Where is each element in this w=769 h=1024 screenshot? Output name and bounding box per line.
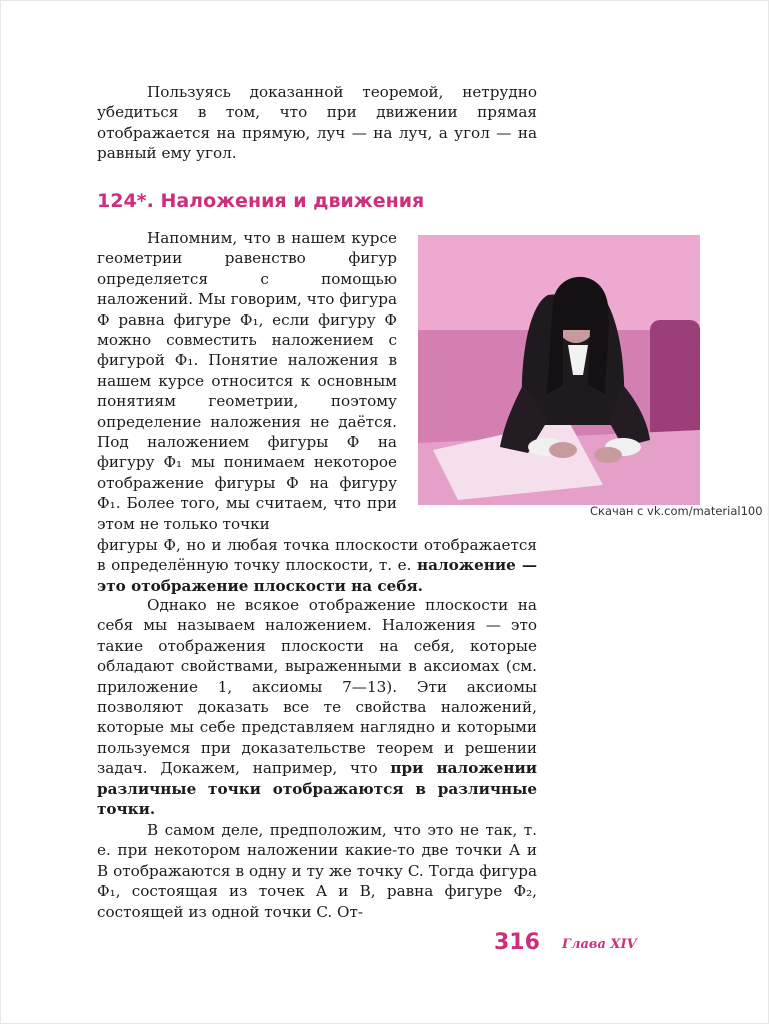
statement-bold: при наложении различные точки отображаются в различные точки. <box>97 759 537 819</box>
student-photo <box>418 235 700 505</box>
paragraph-continued-text: фигуры Ф, но и любая точка плоскости отображается в определённую точку плоскости, т. е. <box>97 536 537 575</box>
paragraph-axioms-text: Однако не всякое отображение плоскости на себя мы называем наложением. Наложения — это такие отображения плоскости на себя, которые обладают свойствами, выраженными в аксиомах (см. приложение 1, аксиомы 7—13). Эти аксиомы позволяют доказать все те свойства наложений, которые мы себе представляем наглядно и которыми пользуемся при доказательстве теорем и решении задач. Докажем, например, что <box>97 596 537 778</box>
paragraph-continued <box>97 535 537 596</box>
chapter-label: Глава XIV <box>562 937 637 952</box>
paragraph-proof: В самом деле, предположим, что это не так, т. е. при некотором наложении какие-то две точки A и B отображаются в одну и ту же точку C. Тогда фигура Ф₁, состоящая из точек A и B, равна фигуре Ф₂, состоящей из одной точки C. От- <box>97 821 537 921</box>
student-photo-illustration <box>418 235 700 505</box>
page-number: 316 <box>494 930 540 955</box>
section-heading <box>97 190 424 212</box>
section-title: Наложения и движения <box>160 190 425 212</box>
intro-paragraph: Пользуясь доказанной теоремой, нетрудно убедиться в том, что при движении прямая отображается на прямую, луч — на луч, а угол — на равный ему угол. <box>97 83 537 163</box>
paragraph-wrapped-beside-photo: Напомним, что в нашем курсе геометрии равенство фигур определяется с помощью наложений. Мы говорим, что фигура Ф равна фигуре Ф₁, если фигуру Ф можно совместить наложением с фигурой Ф₁. Понятие наложения в нашем курсе относится к основным понятиям геометрии, поэтому определение наложения не даётся. Под наложением фигуры Ф на фигуру Ф₁ мы понимаем некоторое отображение фигуры Ф на фигуру Ф₁. Более того, мы считаем, что при этом не только точки <box>97 229 397 533</box>
definition-bold: наложение — это отображение плоскости на себя. <box>97 556 538 595</box>
paragraph-axioms <box>97 595 537 819</box>
section-number: 124*. <box>97 190 154 212</box>
photo-caption: Скачан с vk.com/material100 <box>590 504 763 518</box>
